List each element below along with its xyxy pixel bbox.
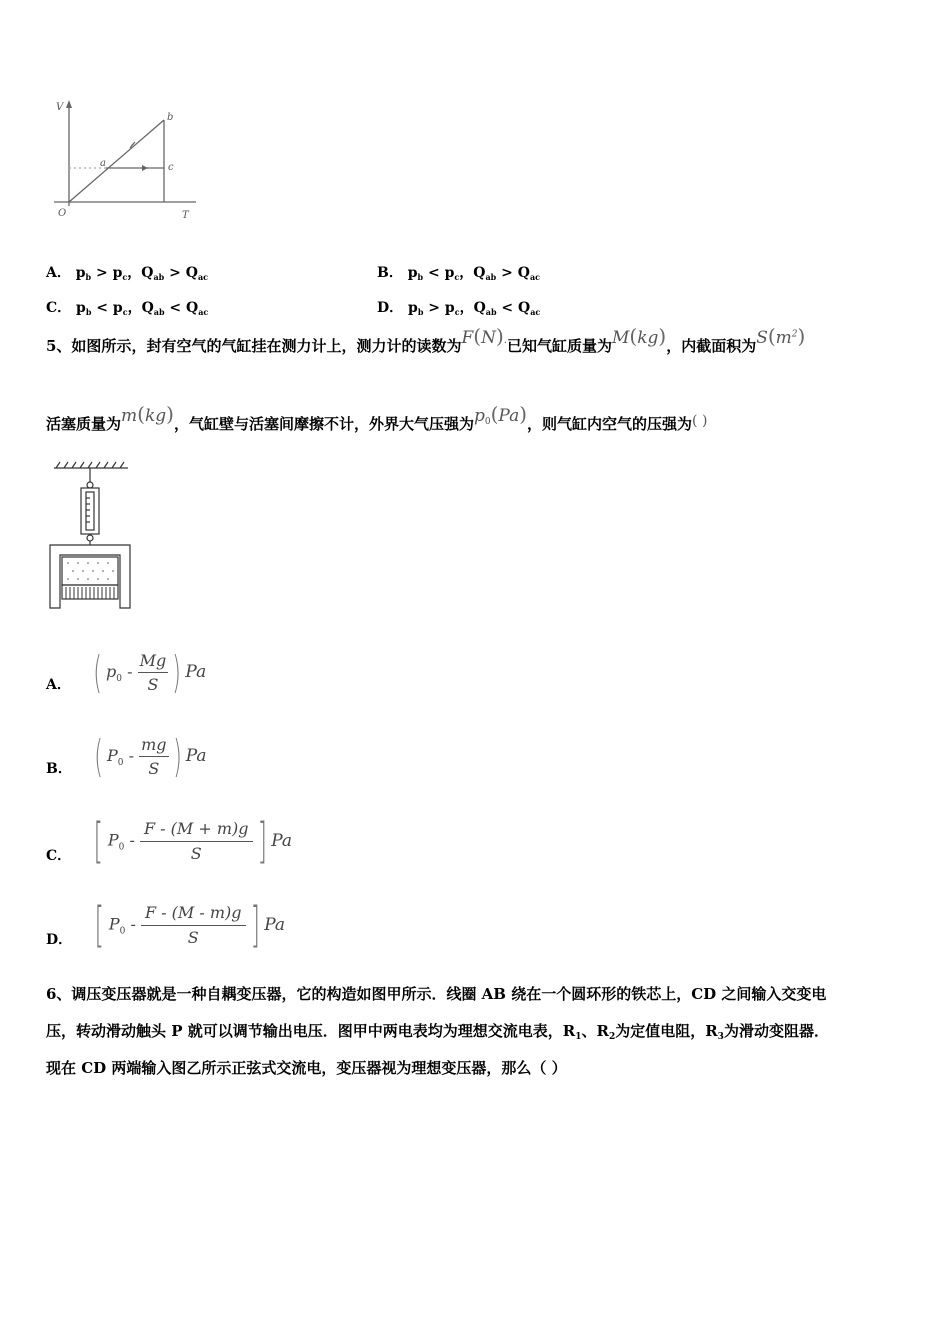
- q5-math-F: F(N).: [461, 324, 507, 348]
- q5-c-formula: $P_0$ - $\frac{F - (M + m)g}{S}$: [108, 819, 253, 863]
- bracket-left: [: [94, 897, 105, 953]
- bracket-right: ]: [250, 897, 260, 953]
- q4-option-a[interactable]: A． $p_b > p_c$，$Q_{ab} > Q_{ac}$: [46, 265, 209, 282]
- top-ring: [87, 482, 93, 488]
- bracket-right: ): [172, 646, 182, 698]
- q5-option-b[interactable]: B． ( $P_0$ - $\frac{mg}{S}$ ) Pa: [46, 730, 207, 782]
- q6-line-2: 压，转动滑动触头 P 就可以调节输出电压．图甲中两电表均为理想交流电表，$R_1$、$R_2$为定值电阻，$R_3$为滑动变阻器．: [46, 1022, 829, 1042]
- bottom-ring: [87, 535, 93, 541]
- q4-option-c[interactable]: C． $p_b < p_c$，$Q_{ab} < Q_{ac}$: [46, 300, 209, 317]
- q6-line-3: 现在 CD 两端输入图乙所示正弦式交流电，变压器视为理想变压器，那么（ ）: [46, 1059, 567, 1077]
- q5-c-fraction: $\frac{F - (M + m)g}{S}$: [140, 819, 253, 863]
- q5-text-2a: 活塞质量为: [46, 415, 122, 433]
- q5-d-fraction: $\frac{F - (M - m)g}{S}$: [141, 903, 246, 947]
- q4-option-b[interactable]: B． $p_b < p_c$，$Q_{ab} > Q_{ac}$: [377, 265, 540, 282]
- bracket-left: (: [93, 646, 102, 698]
- origin-label: O: [58, 208, 67, 219]
- bracket-left: (: [94, 730, 103, 782]
- q5-math-M: M(kg): [611, 324, 667, 348]
- q5-option-d[interactable]: D． [ $P_0$ - $\frac{F - (M - m)g}{S}$ ] Pa: [46, 897, 286, 953]
- bracket-right: ]: [257, 813, 267, 869]
- spring-scale-body: [81, 488, 99, 534]
- q5-text-1a: 5、如图所示，封有空气的气缸挂在测力计上，测力计的读数为: [46, 337, 462, 355]
- line-o-b: [69, 120, 164, 202]
- q5-answer-blank[interactable]: ( ): [692, 413, 708, 429]
- point-a-label: a: [100, 158, 106, 169]
- q5-text-1b: 已知气缸质量为: [506, 337, 612, 355]
- q5-b-formula: $P_0$ - $\frac{mg}{S}$: [107, 734, 167, 778]
- q5-text-1c: ，内截面积为: [666, 337, 757, 355]
- q5-a-formula: $p_0$ - $\frac{Mg}{S}$: [106, 650, 167, 694]
- q5-text-2c: ，则气缸内空气的压强为: [527, 415, 693, 433]
- v-axis-arrow: [66, 100, 72, 108]
- air-dots: [67, 562, 114, 580]
- t-axis-label: T: [182, 210, 189, 221]
- piston-hatch: [66, 587, 114, 599]
- q4-option-d[interactable]: D． $p_b > p_c$，$Q_{ab} < Q_{ac}$: [377, 300, 541, 317]
- v-axis-label: V: [56, 102, 64, 113]
- q5-option-a[interactable]: A． ( $p_0$ - $\frac{Mg}{S}$ ) Pa: [46, 646, 207, 698]
- q5-line-2: [46, 402, 708, 435]
- bracket-right: ): [172, 730, 182, 782]
- point-c-label: c: [168, 162, 174, 173]
- arrow-a-c: [142, 165, 148, 171]
- q5-d-formula: $P_0$ - $\frac{F - (M - m)g}{S}$: [109, 903, 246, 947]
- point-b-label: b: [167, 112, 174, 123]
- q5-option-c[interactable]: C． [ $P_0$ - $\frac{F - (M + m)g}{S}$ ] Pa: [46, 813, 293, 869]
- bracket-left: [: [93, 813, 104, 869]
- q5-b-fraction: $\frac{mg}{S}$: [141, 734, 167, 778]
- q5-math-p0: p0(Pa): [473, 402, 528, 427]
- ceiling-hatch: [56, 462, 124, 468]
- q5-math-S: $S(m^2)$: [756, 324, 806, 348]
- vt-graph: [44, 96, 204, 231]
- air-region: [62, 557, 118, 585]
- cylinder-diagram: [46, 460, 136, 612]
- q5-text-2b: ，气缸壁与活塞间摩擦不计，外界大气压强为: [173, 415, 474, 433]
- q5-line-1: [46, 324, 806, 356]
- q5-a-fraction: $\frac{Mg}{S}$: [139, 650, 167, 694]
- q5-math-m: m(kg): [121, 402, 174, 426]
- q6-line-1: 6、调压变压器就是一种自耦变压器，它的构造如图甲所示．线圈 AB 绕在一个圆环形的铁芯上，CD 之间输入交变电: [46, 985, 827, 1003]
